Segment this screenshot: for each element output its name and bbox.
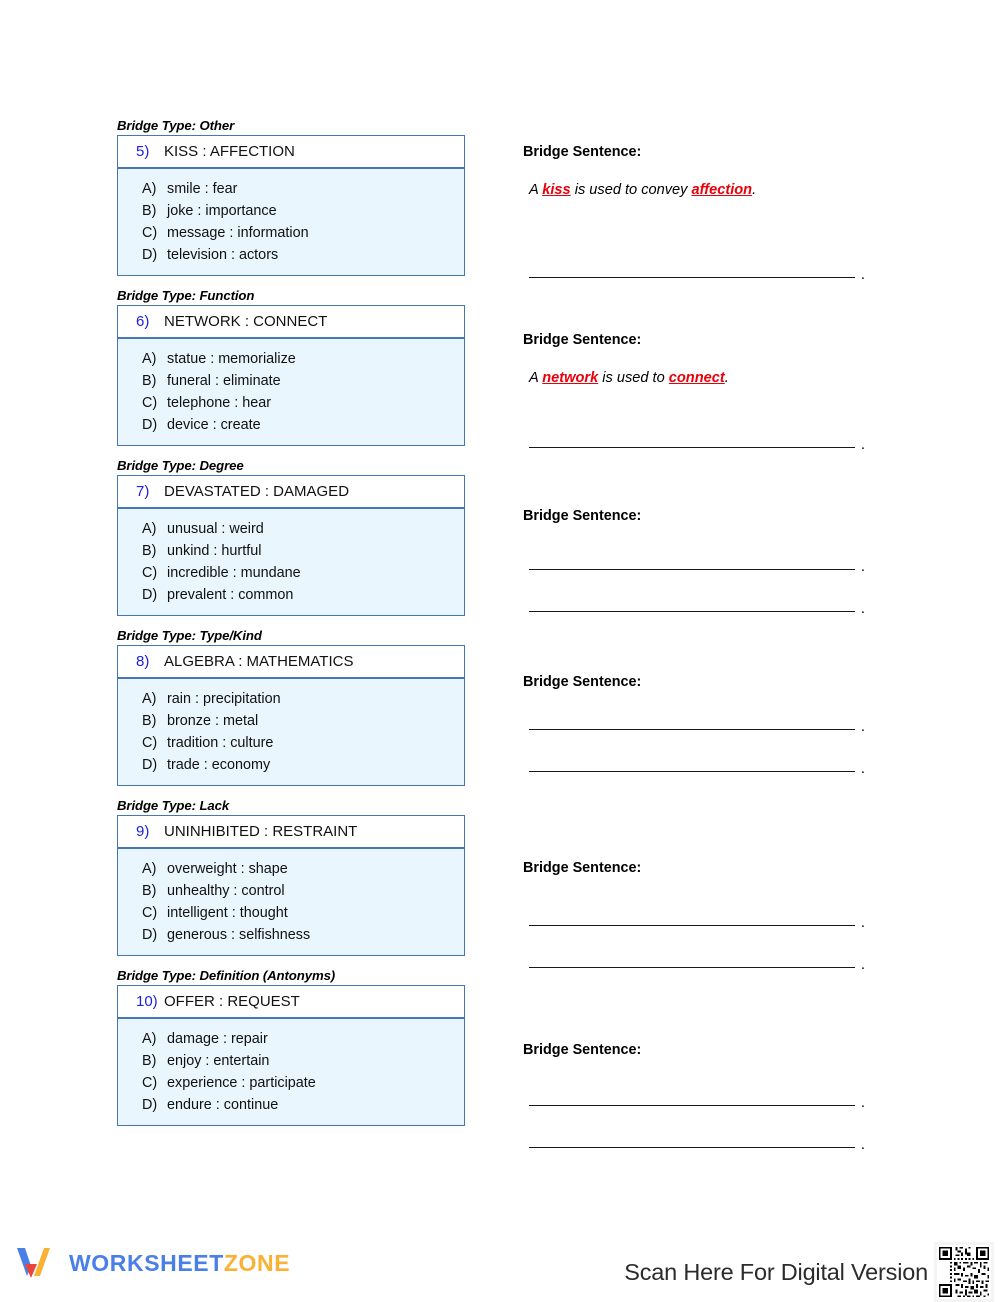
- question-card: [117, 475, 465, 616]
- option-text: tradition : culture: [167, 735, 274, 751]
- blank-rule: [529, 569, 855, 570]
- option-text: overweight : shape: [167, 861, 288, 877]
- option-row[interactable]: [118, 880, 464, 902]
- bridge-sentence-block: [523, 332, 923, 453]
- answer-blank-line[interactable]: [529, 262, 865, 282]
- option-letter: A): [142, 1031, 157, 1047]
- option-row[interactable]: [118, 200, 464, 222]
- answer-blank-line[interactable]: [529, 714, 865, 734]
- option-letter: A): [142, 861, 157, 877]
- bridge-sentence-title: Bridge Sentence:: [523, 674, 642, 690]
- option-letter: B): [142, 543, 157, 559]
- option-text: unhealthy : control: [167, 883, 285, 899]
- question-number: 6): [136, 313, 150, 330]
- option-letter: D): [142, 757, 158, 773]
- question-block: [117, 118, 465, 276]
- option-row[interactable]: [118, 244, 464, 266]
- bridge-sentence-example: [529, 370, 923, 386]
- bridge-sentence-example: [529, 182, 923, 198]
- blank-period: .: [860, 1136, 865, 1153]
- option-letter: C): [142, 905, 158, 921]
- page-footer: [0, 1236, 1000, 1294]
- option-text: prevalent : common: [167, 587, 294, 603]
- blank-period: .: [860, 266, 865, 283]
- option-letter: B): [142, 373, 157, 389]
- option-letter: C): [142, 395, 158, 411]
- question-term-pair: DEVASTATED : DAMAGED: [164, 483, 350, 500]
- worksheet-zone-mark-icon: [14, 1244, 60, 1282]
- question-term-pair: OFFER : REQUEST: [164, 993, 300, 1010]
- option-text: bronze : metal: [167, 713, 259, 729]
- bridge-sentence-block: [523, 860, 923, 973]
- question-block: [117, 288, 465, 446]
- option-row[interactable]: [118, 518, 464, 540]
- option-row[interactable]: [118, 222, 464, 244]
- option-text: unkind : hurtful: [167, 543, 262, 559]
- blank-period: .: [860, 436, 865, 453]
- option-letter: A): [142, 691, 157, 707]
- option-text: television : actors: [167, 247, 279, 263]
- blank-period: .: [860, 1094, 865, 1111]
- option-letter: C): [142, 735, 158, 751]
- option-row[interactable]: [118, 370, 464, 392]
- question-card: [117, 135, 465, 276]
- option-row[interactable]: [118, 414, 464, 436]
- option-letter: D): [142, 927, 158, 943]
- option-text: unusual : weird: [167, 521, 264, 537]
- option-letter: D): [142, 587, 158, 603]
- blank-period: .: [860, 600, 865, 617]
- question-options: [118, 849, 464, 955]
- question-options: [118, 169, 464, 275]
- option-letter: A): [142, 521, 157, 537]
- worksheet-zone-logo[interactable]: [14, 1244, 290, 1282]
- bridge-type-label: Bridge Type: Lack: [117, 798, 230, 813]
- option-letter: C): [142, 225, 158, 241]
- brand-word-zone: ZONE: [223, 1249, 291, 1276]
- highlighted-word: affection: [691, 182, 753, 198]
- question-block: [117, 798, 465, 956]
- question-number: 5): [136, 143, 150, 160]
- option-row[interactable]: [118, 540, 464, 562]
- option-row[interactable]: [118, 178, 464, 200]
- option-letter: D): [142, 1097, 158, 1113]
- bridge-sentence-block: [523, 1042, 923, 1153]
- option-text: statue : memorialize: [167, 351, 296, 367]
- blank-period: .: [860, 914, 865, 931]
- bridge-sentence-block: [523, 144, 923, 283]
- scan-digital-version[interactable]: [624, 1242, 994, 1302]
- bridge-sentence-title: Bridge Sentence:: [523, 332, 642, 348]
- answer-blank-line[interactable]: [529, 596, 865, 616]
- blank-period: .: [860, 558, 865, 575]
- option-letter: B): [142, 203, 157, 219]
- option-text: rain : precipitation: [167, 691, 281, 707]
- question-options: [118, 1019, 464, 1125]
- sentence-fragment: .: [752, 182, 757, 198]
- option-row[interactable]: [118, 858, 464, 880]
- option-text: experience : participate: [167, 1075, 316, 1091]
- option-letter: B): [142, 1053, 157, 1069]
- bridge-type-label: Bridge Type: Other: [117, 118, 235, 133]
- answer-blank-line[interactable]: [529, 1090, 865, 1110]
- answer-blank-line[interactable]: [529, 910, 865, 930]
- option-text: smile : fear: [167, 181, 238, 197]
- brand-wordmark: [69, 1250, 290, 1277]
- question-block: [117, 458, 465, 616]
- blank-rule: [529, 925, 855, 926]
- option-letter: A): [142, 181, 157, 197]
- answer-blank-line[interactable]: [529, 432, 865, 452]
- option-row[interactable]: [118, 348, 464, 370]
- option-text: enjoy : entertain: [167, 1053, 270, 1069]
- question-header: [118, 136, 464, 169]
- highlighted-word: network: [542, 370, 599, 386]
- question-term-pair: KISS : AFFECTION: [164, 143, 295, 160]
- bridge-type-label: Bridge Type: Degree: [117, 458, 244, 473]
- blank-rule: [529, 967, 855, 968]
- question-term-pair: ALGEBRA : MATHEMATICS: [164, 653, 354, 670]
- option-letter: B): [142, 713, 157, 729]
- question-card: [117, 305, 465, 446]
- blank-period: .: [860, 760, 865, 777]
- sentence-fragment: is used to convey: [570, 182, 692, 198]
- blank-rule: [529, 611, 855, 612]
- option-row[interactable]: [118, 924, 464, 946]
- answer-blank-line[interactable]: [529, 1132, 865, 1152]
- blank-rule: [529, 771, 855, 772]
- question-card: [117, 815, 465, 956]
- option-row[interactable]: [118, 688, 464, 710]
- option-row[interactable]: [118, 902, 464, 924]
- option-letter: A): [142, 351, 157, 367]
- option-text: funeral : eliminate: [167, 373, 281, 389]
- bridge-sentence-title: Bridge Sentence:: [523, 1042, 642, 1058]
- bridge-sentence-title: Bridge Sentence:: [523, 860, 642, 876]
- option-letter: C): [142, 565, 158, 581]
- brand-word-worksheet: WORKSHEET: [69, 1249, 224, 1276]
- option-row[interactable]: [118, 562, 464, 584]
- blank-rule: [529, 1105, 855, 1106]
- question-block: [117, 968, 465, 1126]
- option-text: message : information: [167, 225, 309, 241]
- question-header: [118, 816, 464, 849]
- option-text: intelligent : thought: [167, 905, 288, 921]
- answer-blank-line[interactable]: [529, 952, 865, 972]
- question-block: [117, 628, 465, 786]
- bridge-type-label: Bridge Type: Type/Kind: [117, 628, 262, 643]
- option-text: damage : repair: [167, 1031, 268, 1047]
- option-text: telephone : hear: [167, 395, 272, 411]
- option-row[interactable]: [118, 584, 464, 606]
- highlighted-word: kiss: [542, 182, 571, 198]
- option-row[interactable]: [118, 1094, 464, 1116]
- blank-rule: [529, 277, 855, 278]
- question-term-pair: UNINHIBITED : RESTRAINT: [164, 823, 358, 840]
- question-header: [118, 476, 464, 509]
- bridge-sentence-block: [523, 508, 923, 617]
- blank-rule: [529, 1147, 855, 1148]
- bridge-sentence-title: Bridge Sentence:: [523, 508, 642, 524]
- scan-label: Scan Here For Digital Version: [624, 1258, 928, 1285]
- bridge-sentence-block: [523, 674, 923, 777]
- option-row[interactable]: [118, 710, 464, 732]
- option-letter: C): [142, 1075, 158, 1091]
- question-term-pair: NETWORK : CONNECT: [164, 313, 328, 330]
- sentence-fragment: A: [529, 182, 543, 198]
- sentence-fragment: .: [724, 370, 729, 386]
- question-card: [117, 645, 465, 786]
- question-header: [118, 646, 464, 679]
- question-number: 9): [136, 823, 150, 840]
- qr-code-icon[interactable]: [934, 1242, 994, 1302]
- question-number: 7): [136, 483, 150, 500]
- option-row[interactable]: [118, 732, 464, 754]
- bridge-type-label: Bridge Type: Function: [117, 288, 255, 303]
- option-text: incredible : mundane: [167, 565, 301, 581]
- question-card: [117, 985, 465, 1126]
- bridge-type-label: Bridge Type: Definition (Antonyms): [117, 968, 336, 983]
- option-text: joke : importance: [167, 203, 277, 219]
- question-header: [118, 306, 464, 339]
- answer-blank-line[interactable]: [529, 554, 865, 574]
- option-text: trade : economy: [167, 757, 271, 773]
- blank-period: .: [860, 956, 865, 973]
- option-row[interactable]: [118, 754, 464, 776]
- blank-period: .: [860, 718, 865, 735]
- bridge-sentence-title: Bridge Sentence:: [523, 144, 642, 160]
- option-row[interactable]: [118, 1050, 464, 1072]
- question-number: 8): [136, 653, 150, 670]
- option-letter: D): [142, 417, 158, 433]
- option-row[interactable]: [118, 392, 464, 414]
- question-header: [118, 986, 464, 1019]
- question-options: [118, 679, 464, 785]
- option-letter: D): [142, 247, 158, 263]
- blank-rule: [529, 729, 855, 730]
- option-row[interactable]: [118, 1028, 464, 1050]
- highlighted-word: connect: [668, 370, 725, 386]
- option-letter: B): [142, 883, 157, 899]
- option-row[interactable]: [118, 1072, 464, 1094]
- blank-rule: [529, 447, 855, 448]
- option-text: generous : selfishness: [167, 927, 311, 943]
- option-text: endure : continue: [167, 1097, 279, 1113]
- sentence-fragment: is used to: [598, 370, 669, 386]
- answer-blank-line[interactable]: [529, 756, 865, 776]
- question-options: [118, 509, 464, 615]
- question-options: [118, 339, 464, 445]
- option-text: device : create: [167, 417, 261, 433]
- sentence-fragment: A: [529, 370, 543, 386]
- question-number: 10): [136, 993, 158, 1010]
- questions-column: [117, 118, 465, 1138]
